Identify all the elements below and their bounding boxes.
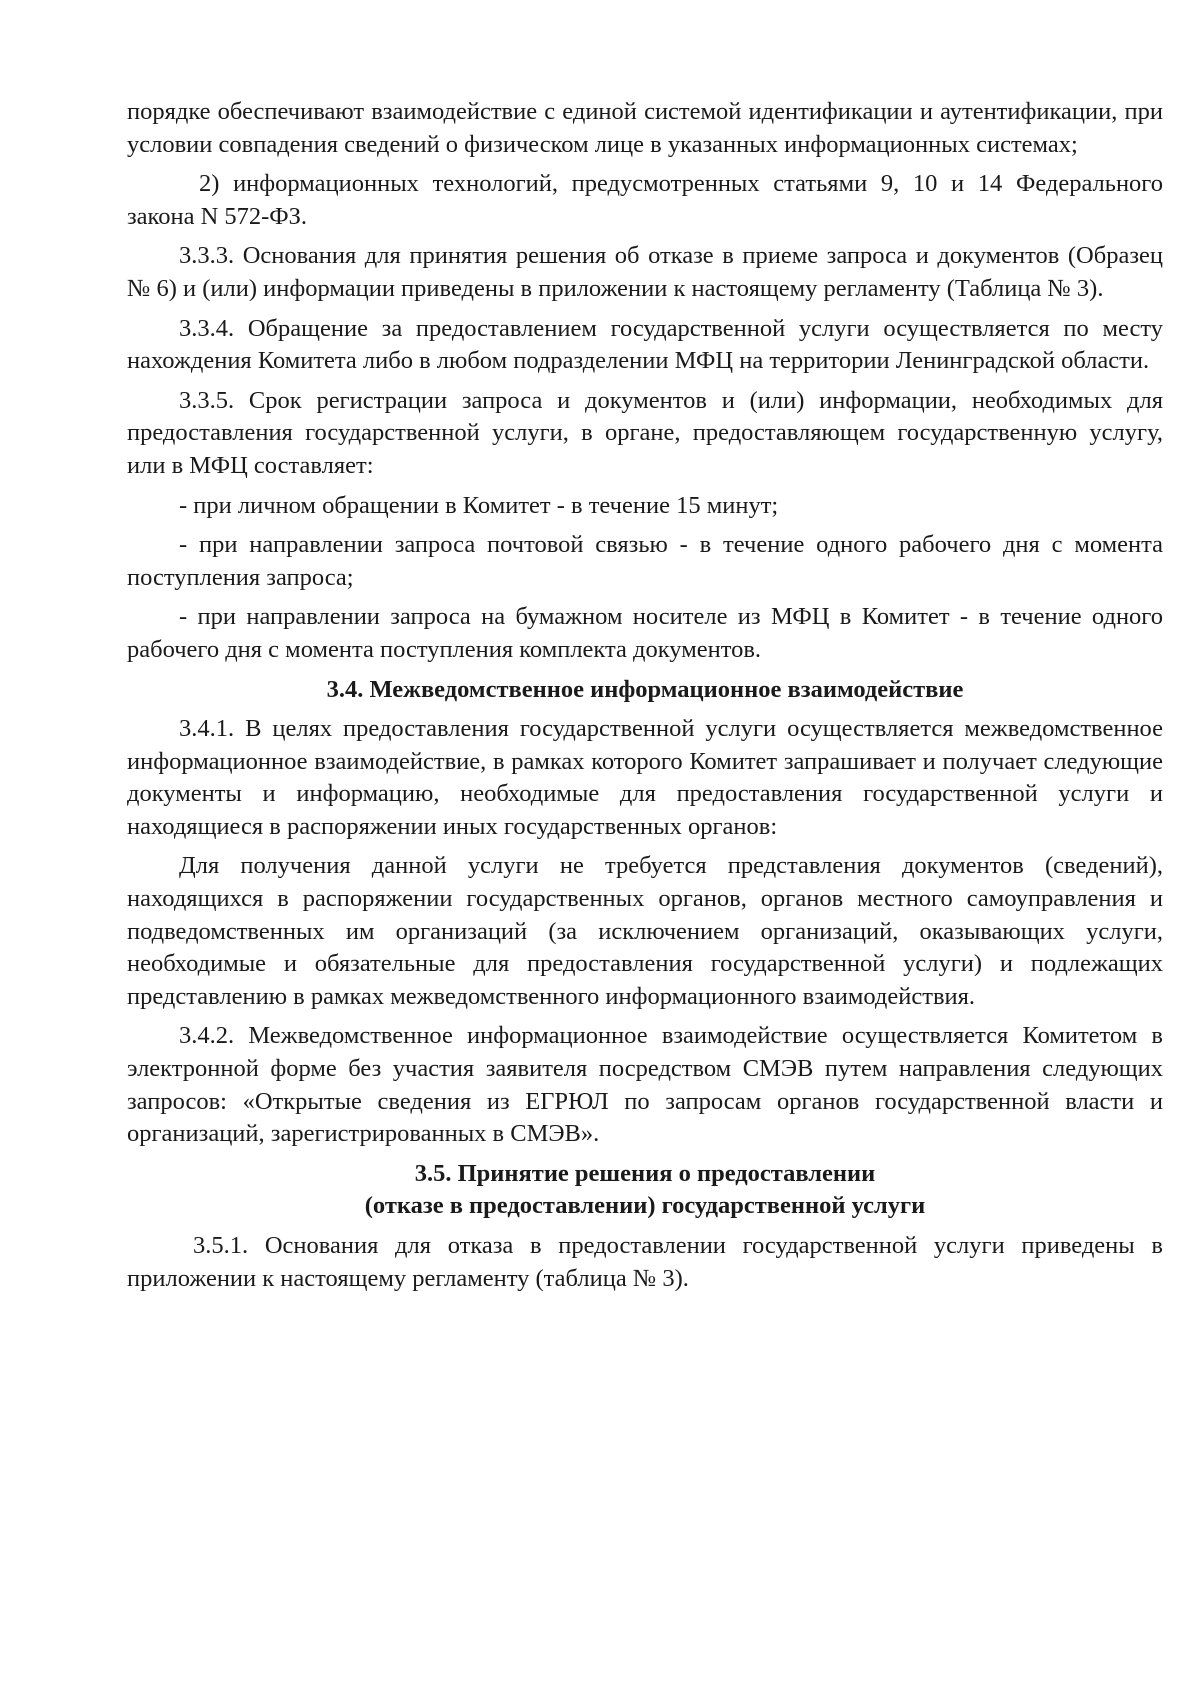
list-item-mfc-paper: - при направлении запроса на бумажном носителе из МФЦ в Комитет - в течение одного рабочего дня с момента поступления комплекта документов. (127, 603, 1163, 663)
document-page (127, 96, 1163, 1302)
section-heading-3-5-line2: (отказе в предоставлении) государственной услуги (364, 1192, 926, 1220)
paragraph-info-technologies: 2) информационных технологий, предусмотренных статьями 9, 10 и 14 Федерального закона N 572-ФЗ. (127, 170, 1163, 230)
paragraph-3-4-1: 3.4.1. В целях предоставления государственной услуги осуществляется межведомственное информационное взаимодействие, в рамках которого Комитет запрашивает и получает следующие документы и информацию, необходимые для предоставления государственной услуги и находящиеся в распоряжении иных государственных органов: (127, 715, 1163, 840)
list-item-personal-visit: - при личном обращении в Комитет - в течение 15 минут; (179, 491, 779, 519)
paragraph-3-3-5: 3.3.5. Срок регистрации запроса и документов и (или) информации, необходимых для предоставления государственной услуги, в органе, предоставляющем государственную услугу, или в МФЦ составляет: (127, 386, 1163, 479)
paragraph-3-5-1: 3.5.1. Основания для отказа в предоставлении государственной услуги приведены в приложении к настоящему регламенту (таблица № 3). (127, 1232, 1163, 1292)
section-heading-3-5-line1: 3.5. Принятие решения о предоставлении (414, 1159, 876, 1187)
paragraph-3-4-2: 3.4.2. Межведомственное информационное взаимодействие осуществляется Комитетом в электронной форме без участия заявителя посредством СМЭВ путем направления следующих запросов: «Открытые сведения из ЕГРЮЛ по запросам органов государственной власти и организаций, зарегистрированных в СМЭВ». (127, 1022, 1163, 1148)
list-item-postal: - при направлении запроса почтовой связью - в течение одного рабочего дня с момента поступления запроса; (127, 531, 1163, 591)
section-heading-3-5 (127, 1158, 1163, 1223)
paragraph-no-documents-required: Для получения данной услуги не требуется представления документов (сведений), находящихся в распоряжении государственных органов, органов местного самоуправления и подведомственных им организаций (за исключением организаций, оказывающих услуги, необходимые и обязательные для предоставления государственной услуги) и подлежащих представлению в рамках межведомственного информационного взаимодействия. (127, 852, 1163, 1010)
section-heading-3-4: 3.4. Межведомственное информационное взаимодействие (326, 675, 964, 703)
paragraph-identification: порядке обеспечивают взаимодействие с единой системой идентификации и аутентификации, при условии совпадения сведений о физическом лице в указанных информационных системах; (127, 98, 1163, 158)
paragraph-3-3-4: 3.3.4. Обращение за предоставлением государственной услуги осуществляется по месту нахождения Комитета либо в любом подразделении МФЦ на территории Ленинградской области. (127, 314, 1163, 375)
paragraph-3-3-3: 3.3.3. Основания для принятия решения об отказе в приеме запроса и документов (Образец № 6) и (или) информации приведены в приложении к настоящему регламенту (Таблица № 3). (127, 242, 1163, 302)
